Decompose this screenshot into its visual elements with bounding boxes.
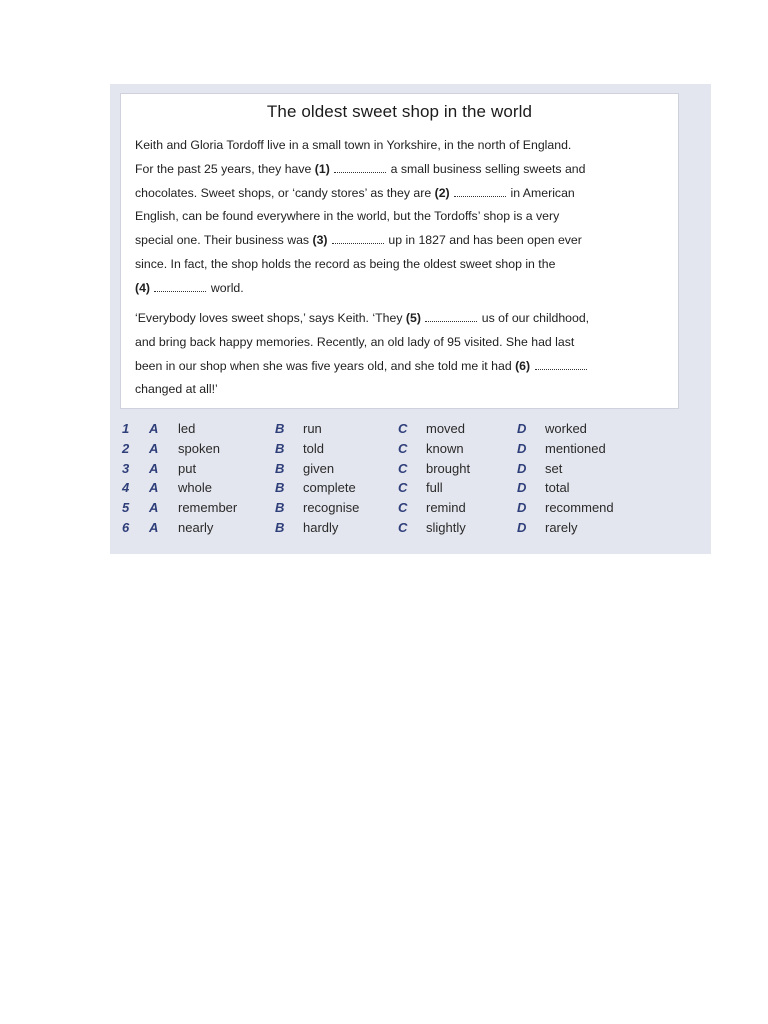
- text-segment: world.: [210, 280, 244, 295]
- question-number: 6: [122, 519, 130, 535]
- gap-number: (5): [405, 311, 421, 325]
- paragraph-1: [135, 134, 665, 301]
- text-line: [135, 277, 665, 301]
- option-letter-b: B: [275, 500, 285, 516]
- text-segment: ‘Everybody loves sweet shops,’ says Keith. ‘They: [135, 311, 403, 325]
- gap-blank: [334, 162, 386, 173]
- answer-options: [122, 421, 682, 540]
- option-letter-d: D: [517, 519, 527, 535]
- text-line: [135, 307, 665, 331]
- option-letter-c: C: [398, 500, 408, 516]
- option-a: nearly: [178, 519, 214, 535]
- question-number: 2: [122, 440, 130, 456]
- option-letter-a: A: [149, 460, 159, 476]
- option-letter-c: C: [398, 440, 408, 456]
- option-c: known: [426, 440, 464, 456]
- question-number: 1: [122, 421, 130, 436]
- option-row: [122, 480, 682, 500]
- option-d: total: [545, 480, 570, 496]
- text-segment: been in our shop when she was five years old, and she told me it had: [135, 358, 512, 373]
- text-line: changed at all!’: [135, 382, 218, 397]
- question-number: 5: [122, 500, 130, 516]
- option-a: put: [178, 460, 197, 476]
- text-segment: up in 1827 and has been open ever: [388, 233, 582, 248]
- article-title: The oldest sweet shop in the world: [266, 102, 533, 121]
- option-row: [122, 500, 682, 520]
- option-c: full: [426, 480, 443, 496]
- text-segment: in American: [510, 185, 575, 200]
- gap-number: (1): [314, 161, 330, 176]
- option-row: [122, 421, 682, 441]
- option-letter-b: B: [275, 480, 285, 496]
- option-letter-c: C: [398, 460, 408, 476]
- text-segment: chocolates. Sweet shops, or ‘candy stores’ as they are: [135, 185, 432, 200]
- gap-number: (6): [515, 358, 531, 373]
- gap-blank: [425, 311, 477, 322]
- gap-blank: [154, 281, 206, 292]
- option-a: led: [178, 421, 196, 436]
- gap-blank: [454, 186, 506, 197]
- gap-number: (2): [434, 185, 450, 200]
- option-letter-d: D: [517, 440, 527, 456]
- option-row: [122, 520, 682, 540]
- question-number: 4: [122, 480, 130, 496]
- option-letter-a: A: [149, 500, 159, 516]
- option-letter-c: C: [398, 519, 408, 535]
- option-row: [122, 441, 682, 461]
- paragraph-2: [135, 307, 665, 402]
- option-c: brought: [426, 460, 471, 476]
- gap-number: (3): [312, 233, 328, 248]
- option-letter-b: B: [275, 421, 285, 436]
- text-line: [135, 229, 665, 253]
- option-c: remind: [426, 500, 466, 516]
- option-letter-c: C: [398, 421, 408, 436]
- gap-number: (4): [135, 280, 151, 295]
- option-d: recommend: [545, 500, 614, 516]
- option-letter-d: D: [517, 500, 527, 516]
- text-segment: us of our childhood,: [481, 311, 590, 325]
- option-b: recognise: [303, 500, 360, 516]
- option-letter-a: A: [149, 480, 159, 496]
- option-letter-b: B: [275, 460, 285, 476]
- option-c: slightly: [426, 519, 466, 535]
- text-line: Keith and Gloria Tordoff live in a small town in Yorkshire, in the north of England.: [135, 138, 572, 152]
- option-letter-b: B: [275, 440, 285, 456]
- gap-blank: [535, 359, 587, 370]
- exercise-panel: [110, 84, 711, 554]
- option-c: moved: [426, 421, 466, 436]
- text-segment: a small business selling sweets and: [390, 161, 586, 176]
- option-b: given: [303, 460, 335, 476]
- text-segment: For the past 25 years, they have: [135, 161, 312, 176]
- option-a: whole: [178, 480, 212, 496]
- option-letter-d: D: [517, 421, 527, 436]
- option-letter-d: D: [517, 480, 527, 496]
- option-letter-b: B: [275, 519, 285, 535]
- text-line: English, can be found everywhere in the world, but the Tordoffs’ shop is a very: [135, 209, 560, 224]
- text-line: [135, 158, 665, 182]
- option-row: [122, 461, 682, 481]
- option-d: worked: [545, 421, 587, 436]
- option-d: rarely: [545, 519, 578, 535]
- reading-text-card: [120, 93, 679, 409]
- text-segment: special one. Their business was: [135, 233, 310, 248]
- option-b: hardly: [303, 519, 339, 535]
- option-letter-a: A: [149, 421, 159, 436]
- gap-blank: [332, 233, 384, 244]
- text-line: and bring back happy memories. Recently, an old lady of 95 visited. She had last: [135, 334, 575, 349]
- option-a: remember: [178, 500, 238, 516]
- text-line: since. In fact, the shop holds the record as being the oldest sweet shop in the: [135, 256, 556, 271]
- question-number: 3: [122, 460, 130, 476]
- text-line: [135, 355, 665, 379]
- option-d: mentioned: [545, 440, 606, 456]
- option-b: told: [303, 440, 324, 456]
- option-letter-a: A: [149, 519, 159, 535]
- option-letter-a: A: [149, 440, 159, 456]
- option-d: set: [545, 460, 563, 476]
- option-a: spoken: [178, 440, 220, 456]
- option-b: complete: [303, 480, 356, 496]
- option-b: run: [303, 421, 322, 436]
- option-letter-d: D: [517, 460, 527, 476]
- text-line: [135, 182, 665, 206]
- option-letter-c: C: [398, 480, 408, 496]
